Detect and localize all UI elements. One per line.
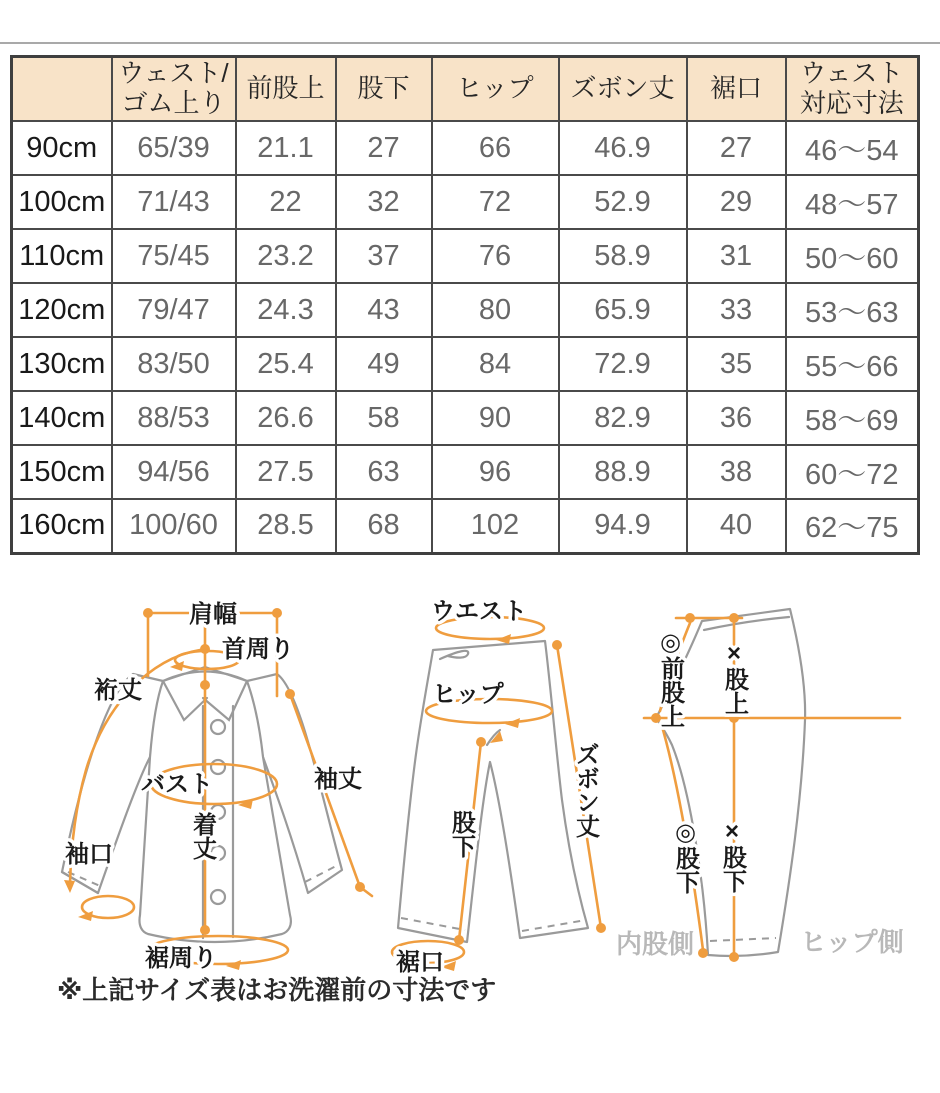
table-cell: 83/50: [112, 337, 236, 391]
table-cell: 58: [336, 391, 432, 445]
table-cell: 62〜75: [786, 499, 919, 553]
header-label: ゴム上り: [121, 88, 226, 118]
table-cell: 71/43: [112, 175, 236, 229]
header-label: ウェスト/: [118, 58, 229, 89]
size-label: 130cm: [12, 337, 112, 391]
table-cell: 82.9: [559, 391, 687, 445]
size-label: 110cm: [12, 229, 112, 283]
table-cell: 35: [687, 337, 786, 391]
sleeve-length-label: 袖丈: [314, 766, 362, 793]
table-cell: 43: [336, 283, 432, 337]
table-cell: 48〜57: [786, 175, 919, 229]
table-cell: 100/60: [112, 499, 236, 553]
table-cell: 27: [336, 121, 432, 175]
table-cell: 40: [687, 499, 786, 553]
size-label: 160cm: [12, 499, 112, 553]
size-label: 100cm: [12, 175, 112, 229]
table-cell: 94/56: [112, 445, 236, 499]
table-cell: 25.4: [236, 337, 336, 391]
table-cell: 60〜72: [786, 445, 919, 499]
table-cell: 63: [336, 445, 432, 499]
front-rise-label: ◎前股上: [656, 628, 684, 728]
table-cell: 46.9: [559, 121, 687, 175]
table-cell: 72.9: [559, 337, 687, 391]
table-cell: 38: [687, 445, 786, 499]
body-length-label: 着丈: [188, 812, 216, 860]
size-label: 120cm: [12, 283, 112, 337]
table-cell: 65/39: [112, 121, 236, 175]
table-cell: 32: [336, 175, 432, 229]
header-label: 対応寸法: [799, 88, 904, 118]
hem-around-label: 裾周り: [145, 945, 217, 972]
yuki-length-label: 裄丈: [94, 677, 142, 704]
table-cell: 96: [432, 445, 559, 499]
cuff-label: 袖口: [65, 841, 113, 868]
table-cell: 50〜60: [786, 229, 919, 283]
table-cell: 46〜54: [786, 121, 919, 175]
table-cell: 24.3: [236, 283, 336, 337]
hip-label: ヒップ: [432, 681, 504, 708]
table-cell: 29: [687, 175, 786, 229]
table-cell: 76: [432, 229, 559, 283]
bust-label: バスト: [141, 771, 213, 798]
header-label: 裾口: [709, 73, 762, 104]
header-label: 股下: [357, 73, 410, 104]
table-cell: 68: [336, 499, 432, 553]
table-cell: 53〜63: [786, 283, 919, 337]
hip-side-label: ヒップ側: [800, 927, 904, 957]
inner-side-label: 内股側: [615, 929, 695, 959]
table-cell: 22: [236, 175, 336, 229]
table-cell: 37: [336, 229, 432, 283]
table-cell: 26.6: [236, 391, 336, 445]
table-cell: 33: [687, 283, 786, 337]
table-cell: 94.9: [559, 499, 687, 553]
neck-label: 首周り: [222, 636, 294, 663]
table-cell: 75/45: [112, 229, 236, 283]
header-label: ズボン丈: [570, 73, 675, 104]
size-label: 90cm: [12, 121, 112, 175]
table-cell: 88/53: [112, 391, 236, 445]
inseam-a-label: ◎股下: [671, 818, 699, 894]
table-cell: 55〜66: [786, 337, 919, 391]
button: [211, 760, 225, 774]
table-cell: 31: [687, 229, 786, 283]
shoulder-width-label: 肩幅: [189, 601, 237, 628]
table-cell: 65.9: [559, 283, 687, 337]
header-label: 前股上: [246, 73, 325, 104]
size-label: 140cm: [12, 391, 112, 445]
table-cell: 72: [432, 175, 559, 229]
footnote-text: ※上記サイズ表はお洗濯前の寸法です: [57, 975, 497, 1005]
table-cell: 49: [336, 337, 432, 391]
inseam-b-label: ×股下: [718, 818, 746, 893]
table-cell: 52.9: [559, 175, 687, 229]
waist-label: ウエスト: [431, 598, 527, 625]
header-label: ウェスト: [800, 58, 904, 89]
hem-opening-label: 裾口: [396, 949, 444, 976]
table-cell: 79/47: [112, 283, 236, 337]
table-cell: 58.9: [559, 229, 687, 283]
table-cell: 102: [432, 499, 559, 553]
button: [211, 890, 225, 904]
table-cell: 58〜69: [786, 391, 919, 445]
table-cell: 90: [432, 391, 559, 445]
table-cell: 27.5: [236, 445, 336, 499]
button: [211, 720, 225, 734]
pants-length-label: ズボン丈: [571, 742, 599, 838]
table-cell: 66: [432, 121, 559, 175]
size-label: 150cm: [12, 445, 112, 499]
inseam-label: 股下: [447, 810, 475, 858]
header-label: ヒップ: [456, 73, 534, 104]
table-cell: 88.9: [559, 445, 687, 499]
table-cell: 84: [432, 337, 559, 391]
table-cell: 36: [687, 391, 786, 445]
rise-label: ×股上: [720, 640, 748, 715]
table-cell: 21.1: [236, 121, 336, 175]
table-cell: 80: [432, 283, 559, 337]
table-cell: 27: [687, 121, 786, 175]
table-cell: 23.2: [236, 229, 336, 283]
table-cell: 28.5: [236, 499, 336, 553]
